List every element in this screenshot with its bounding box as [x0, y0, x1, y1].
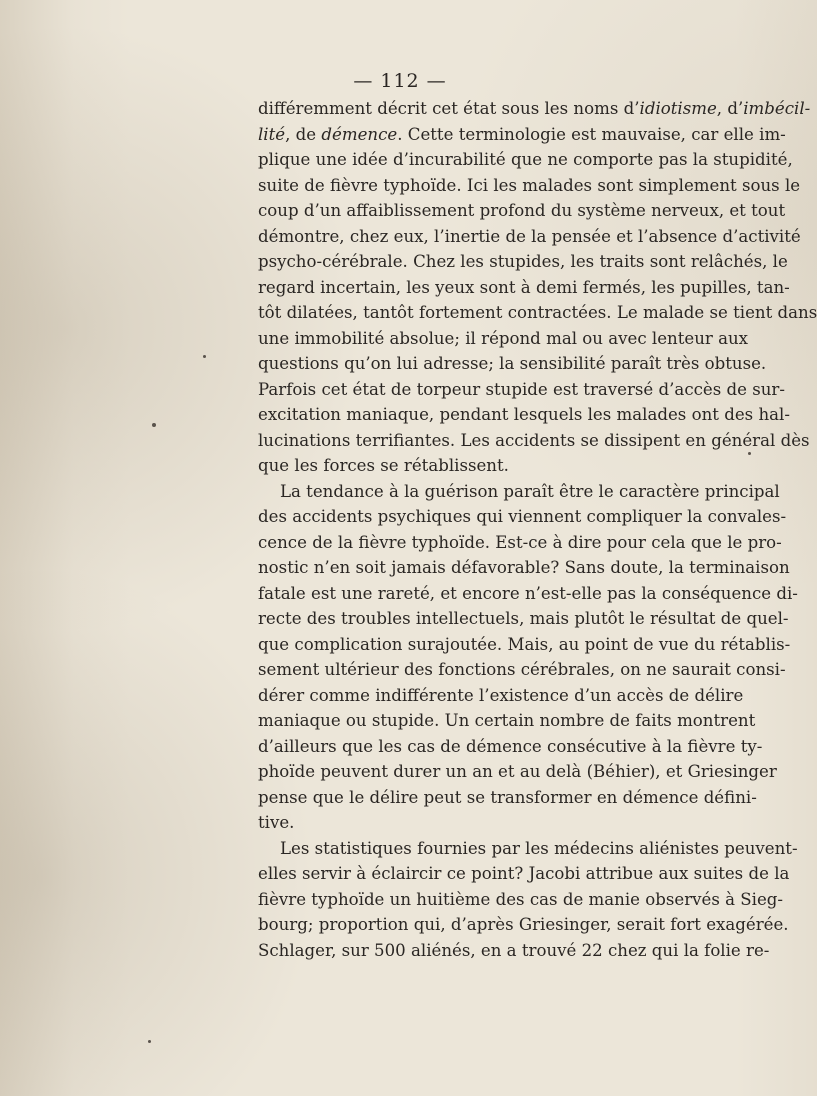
text-run: , de: [285, 124, 322, 144]
paper-speck: [748, 452, 751, 455]
text-line: [258, 734, 763, 760]
text-run: . Cette terminologie est mauvaise, car elle im-: [397, 124, 786, 144]
text-line: [258, 912, 789, 938]
text-run: recte des troubles intellectuels, mais plutôt le résultat de quel-: [258, 609, 789, 628]
text-line: [258, 300, 817, 326]
text-run: , d’: [716, 99, 744, 118]
text-run: lucinations terrifiantes. Les accidents se dissipent en général dès: [258, 430, 810, 450]
italic-term: démence: [321, 124, 398, 144]
text-line: [258, 555, 790, 581]
text-run: sement ultérieur des fonctions cérébrales, on ne saurait consi-: [258, 660, 786, 679]
text-run: excitation maniaque, pendant lesquels les malades ont des hal-: [258, 405, 790, 424]
text-line: [258, 810, 713, 836]
text-line: [258, 147, 793, 173]
text-line: [258, 861, 790, 887]
text-line: [258, 632, 791, 658]
text-line: [258, 198, 786, 224]
text-line: [258, 326, 749, 352]
paragraph: [258, 836, 798, 964]
text-line: [258, 938, 770, 964]
paper-speck: [148, 1040, 151, 1043]
text-run: tôt dilatées, tantôt fortement contractées. Le malade se tient dans: [258, 303, 817, 322]
text-line: [258, 504, 787, 530]
text-run: des accidents psychiques qui viennent compliquer la convales-: [258, 507, 787, 526]
italic-term: imbécil-: [743, 99, 811, 118]
text-line: [258, 581, 798, 607]
text-line: [258, 249, 788, 275]
text-run: fatale est une rareté, et encore n’est-elle pas la conséquence di-: [258, 583, 798, 603]
text-run: que les forces se rétablissent.: [258, 456, 509, 475]
text-line: [258, 708, 756, 734]
text-run: nostic n’en soit jamais défavorable? Sans doute, la terminaison: [258, 558, 790, 577]
text-run: questions qu’on lui adresse; la sensibilité paraît très obtuse.: [258, 354, 767, 373]
text-run: dérer comme indifférente l’existence d’un accès de délire: [258, 685, 744, 705]
text-line: [258, 122, 786, 148]
text-run: suite de fièvre typhoïde. Ici les malades sont simplement sous le: [258, 175, 801, 195]
text-line: [258, 836, 798, 862]
text-run: différemment décrit cet état sous les noms d’: [258, 99, 640, 118]
text-run: regard incertain, les yeux sont à demi fermés, les pupilles, tan-: [258, 277, 790, 297]
text-run: bourg; proportion qui, d’après Griesinger, serait fort exagérée.: [258, 915, 789, 934]
text-line: [258, 683, 744, 709]
paragraph: [258, 96, 817, 479]
text-line: [258, 530, 782, 556]
text-run: maniaque ou stupide. Un certain nombre de faits montrent: [258, 711, 756, 730]
text-line: [258, 657, 786, 683]
text-line: [258, 275, 790, 301]
text-run: elles servir à éclaircir ce point? Jacobi attribue aux suites de la: [258, 864, 790, 883]
text-line: [258, 402, 790, 428]
text-line: [258, 606, 789, 632]
text-line: [258, 173, 801, 199]
text-run: plique une idée d’incurabilité que ne comporte pas la stupidité,: [258, 150, 793, 169]
body-text: [258, 96, 817, 963]
text-run: Les statistiques fournies par les médecins aliénistes peuvent-: [280, 838, 798, 858]
text-run: tive.: [258, 813, 295, 832]
text-run: pense que le délire peut se transformer en démence défini-: [258, 787, 757, 807]
text-line: [258, 759, 777, 785]
text-line: [258, 96, 811, 122]
text-run: cence de la fièvre typhoïde. Est-ce à dire pour cela que le pro-: [258, 532, 782, 552]
paper-speck: [152, 423, 156, 427]
text-line: [258, 785, 757, 811]
italic-term: lité: [258, 124, 286, 144]
text-line: [258, 887, 784, 913]
text-run: psycho-cérébrale. Chez les stupides, les traits sont relâchés, le: [258, 252, 788, 271]
text-run: coup d’un affaiblissement profond du système nerveux, et tout: [258, 201, 786, 220]
text-run: d’ailleurs que les cas de démence consécutive à la fièvre ty-: [258, 736, 763, 756]
text-run: que complication surajoutée. Mais, au point de vue du rétablis-: [258, 634, 791, 654]
text-run: phoïde peuvent durer un an et au delà (Béhier), et Griesinger: [258, 762, 777, 781]
text-run: Schlager, sur 500 aliénés, en a trouvé 22 chez qui la folie re-: [258, 940, 770, 960]
text-run: La tendance à la guérison paraît être le caractère principal: [280, 481, 780, 501]
text-line: [258, 479, 780, 505]
text-run: une immobilité absolue; il répond mal ou avec lenteur aux: [258, 328, 749, 348]
page-number: — 112 —: [353, 70, 447, 92]
text-line: [258, 453, 713, 479]
paper-speck: [203, 355, 206, 358]
text-line: [258, 224, 801, 250]
text-run: démontre, chez eux, l’inertie de la pensée et l’absence d’activité: [258, 226, 801, 246]
text-line: [258, 377, 785, 403]
text-run: fièvre typhoïde un huitième des cas de manie observés à Sieg-: [258, 889, 784, 909]
text-run: Parfois cet état de torpeur stupide est traversé d’accès de sur-: [258, 379, 785, 399]
italic-term: idiotisme: [639, 99, 717, 118]
paragraph: [258, 479, 798, 836]
text-line: [258, 351, 767, 377]
text-line: [258, 428, 810, 454]
